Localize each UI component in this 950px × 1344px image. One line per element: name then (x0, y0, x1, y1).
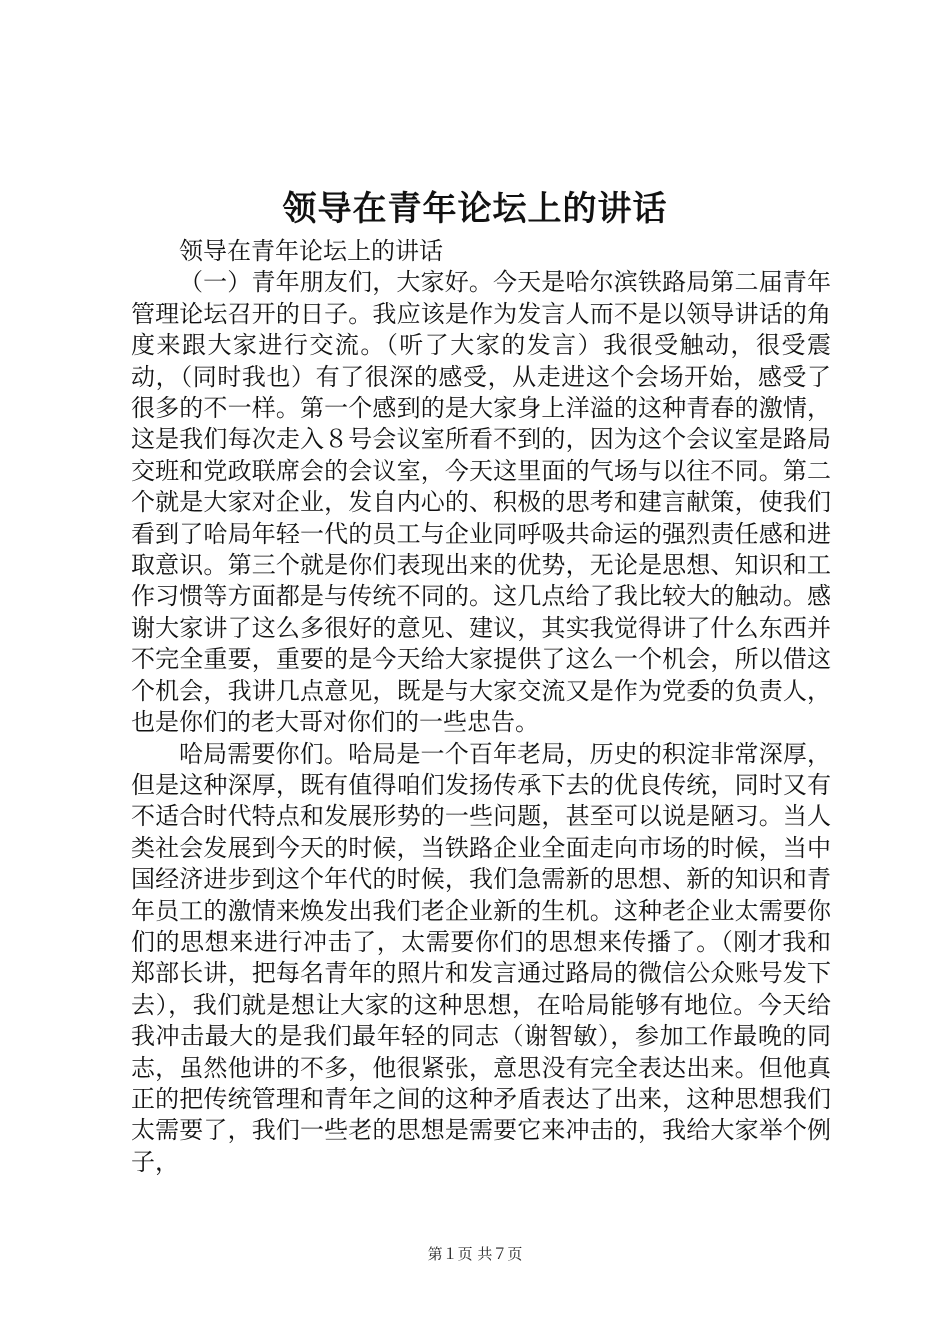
paragraph-2: 哈局需要你们。哈局是一个百年老局，历史的积淀非常深厚，但是这种深厚，既有值得咱们发扬传承下去的优良传统，同时又有不适合时代特点和发展形势的一些问题，甚至可以说是陋习。当人类社会发展到今天的时候，当铁路企业全面走向市场的时候，当中国经济进步到这个年代的时候，我们急需新的思想、新的知识和青年员工的激情来焕发出我们老企业新的生机。这种老企业太需要你们的思想来进行冲击了，太需要你们的思想来传播了。（刚才我和郑部长讲，把每名青年的照片和发言通过路局的微信公众账号发下去），我们就是想让大家的这种思想，在哈局能够有地位。今天给我冲击最大的是我们最年轻的同志（谢智敏），参加工作最晚的同志，虽然他讲的不多，他很紧张，意思没有完全表达出来。但他真正的把传统管理和青年之间的这种矛盾表达了出来，这种思想我们太需要了，我们一些老的思想是需要它来冲击的，我给大家举个例子， (131, 739, 831, 1176)
document-title: 领导在青年论坛上的讲话 (282, 189, 668, 229)
document-subtitle: 领导在青年论坛上的讲话 (179, 237, 443, 265)
document-body (131, 236, 831, 1178)
paragraph-1: （一）青年朋友们，大家好。今天是哈尔滨铁路局第二届青年管理论坛召开的日子。我应该是作为发言人而不是以领导讲话的角度来跟大家进行交流。（听了大家的发言）我很受触动，很受震动，（同时我也）有了很深的感受，从走进这个会场开始，感受了很多的不一样。第一个感到的是大家身上洋溢的这种青春的激情，这是我们每次走入８号会议室所看不到的，因为这个会议室是路局交班和党政联席会的会议室，今天这里面的气场与以往不同。第二个就是大家对企业，发自内心的、积极的思考和建言献策，使我们看到了哈局年轻一代的员工与企业同呼吸共命运的强烈责任感和进取意识。第三个就是你们表现出来的优势，无论是思想、知识和工作习惯等方面都是与传统不同的。这几点给了我比较大的触动。感谢大家讲了这么多很好的意见、建议，其实我觉得讲了什么东西并不完全重要，重要的是今天给大家提供了这么一个机会，所以借这个机会，我讲几点意见，既是与大家交流又是作为党委的负责人，也是你们的老大哥对你们的一些忠告。 (131, 268, 831, 737)
page-number-footer: 第１页 共７页 (427, 1245, 523, 1263)
